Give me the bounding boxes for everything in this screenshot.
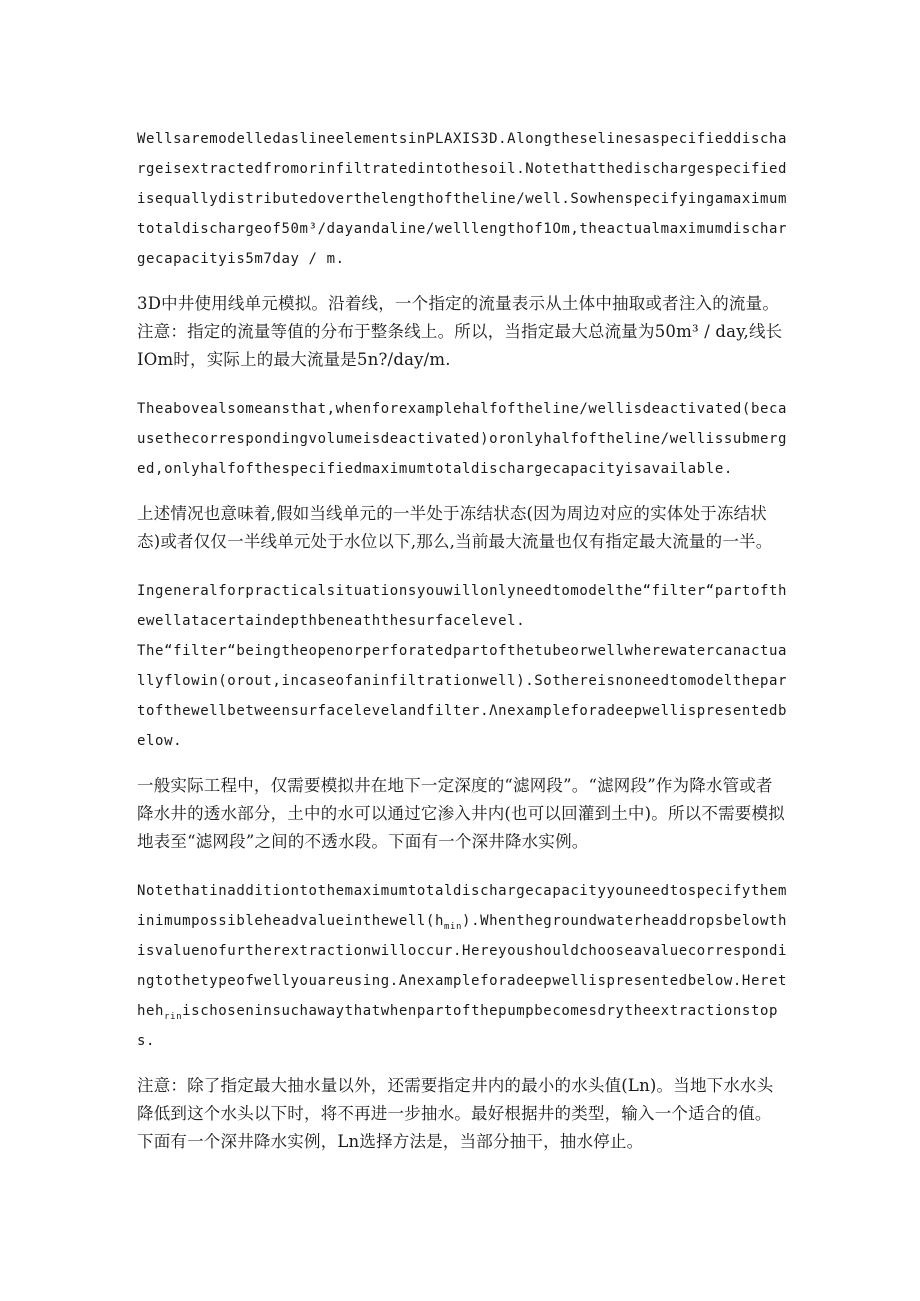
subscript-min: min [443, 921, 463, 932]
paragraph-deactivated-zh: 上述情况也意味着,假如当线单元的一半处于冻结状态(因为周边对应的实体处于冻结状态)或者仅仅一半线单元处于水位以下,那么,当前最大流量也仅有指定最大流量的一半。 [137, 504, 773, 551]
paragraph-wells-intro-zh: 3D中井使用线单元模拟。沿着线，一个指定的流量表示从土体中抽取或者注入的流量。注意：指定的流量等值的分布于整条线上。所以，当指定最大总流量为50m³ / day,线长IOm时，实际上的最大流量是5n?/day/m. [137, 294, 783, 369]
paragraph-min-head-zh: 注意：除了指定最大抽水量以外，还需要指定井内的最小的水头值(Ln)。当地下水水头降低到这个水头以下时，将不再进一步抽水。最好根据井的类型，输入一个适合的值。下面有一个深井降水实例，Ln选择方法是，当部分抽干，抽水停止。 [137, 1076, 774, 1151]
paragraph-filter-en-a: Ingeneralforpracticalsituationsyouwillonlyneedtomodelthe“filter“partofthewellatacertaindepthbeneaththesurfacelevel. [137, 583, 788, 629]
paragraph-wells-intro-en: WellsaremodelledaslineelementsinPLAXIS3D.Alongtheselinesaspecifieddischargeisextractedfromorinfiltratedintothesoil.Notethatthedischargespecifiedisequallydistributedoverthelengthoftheline/well.Sowhenspecifyingamaximumtotaldischargeof50m³/dayandaline/welllengthof1Om,theactualmaximumdischargecapacityis5m7day / m. [137, 131, 788, 267]
min-head-text-1: Notethatinadditiontothemaximumtotaldischargecapacityyouneedtospecifytheminimumpossibleheadvalueinthewell(h [137, 883, 788, 929]
paragraph-deactivated-en: Theabovealsomeansthat,whenforexamplehalfoftheline/wellisdeactivated(becausethecorrespondingvolumeisdeactivated)oronlyhalfoftheline/wellissubmerged,onlyhalfofthespecifiedmaximumtotaldischargecapacityisavailable. [137, 401, 788, 477]
paragraph-filter-en-b: The“filter“beingtheopenorperforatedpartofthetubeorwellwherewatercanactuallyflowin(orout,incaseofaninfiltrationwell).Sothereisnoneedtomodelthepartofthewellbetweensurfacelevelandfilter.Λnexampleforadeepwellispresentedbelow. [137, 643, 788, 749]
min-head-text-2: ).Whenthegroundwaterheaddropsbelowthisvaluenofurtherextractionwilloccur.Hereyoushouldchooseavaluecorrespondingtothetypeofwellyouareusing.Anexampleforadeepwellispresentedbelow.Heretheh [137, 913, 788, 1019]
min-head-text-3: ischoseninsuchawaythatwhenpartofthepumpbecomesdrytheextractionstops. [137, 1003, 779, 1049]
paragraph-min-head-en [137, 876, 788, 1056]
paragraph-filter-zh: 一般实际工程中，仅需要模拟井在地下一定深度的“滤网段”。“滤网段”作为降水管或者降水井的透水部分，土中的水可以通过它渗入井内(也可以回灌到土中)。所以不需要模拟地表至“滤网段”之间的不透水段。下面有一个深井降水实例。 [137, 776, 785, 851]
document-page [137, 124, 788, 1156]
subscript-rin: rin [164, 1011, 183, 1022]
